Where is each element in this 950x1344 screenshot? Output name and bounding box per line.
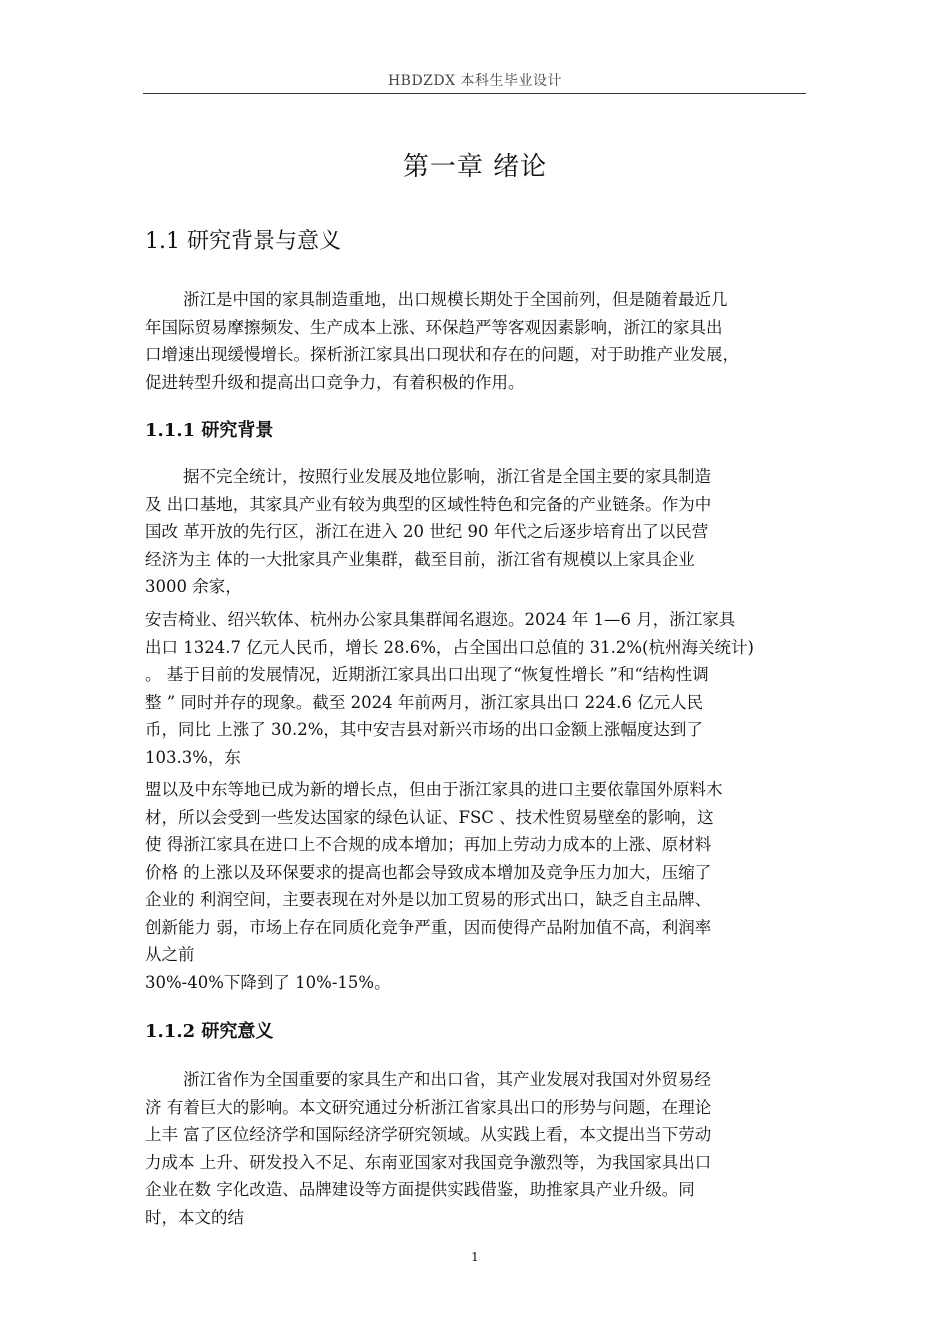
background-paragraph-1 <box>145 463 810 601</box>
section-heading: 1.1 研究背景与意义 <box>145 229 341 254</box>
text-line: 时，本文的结 <box>145 1207 244 1227</box>
text-line: 安吉椅业、绍兴软体、杭州办公家具集群闻名遐迩。2024 年 1—6 月，浙江家具 <box>145 610 736 629</box>
text-line: 上丰 富了区位经济学和国际经济学研究领域。从实践上看，本文提出当下劳动 <box>145 1125 712 1144</box>
subsection-heading-significance: 1.1.2 研究意义 <box>145 1021 274 1042</box>
text-line: 币，同比 上涨了 30.2%，其中安吉县对新兴市场的出口金额上涨幅度达到了 <box>145 720 703 739</box>
text-line: 整 ” 同时并存的现象。截至 2024 年前两月，浙江家具出口 224.6 亿元人民 <box>145 692 704 712</box>
text-line: 口增速出现缓慢增长。探析浙江家具出口现状和存在的问题，对于助推产业发展， <box>145 345 739 364</box>
text-line: 促进转型升级和提高出口竞争力，有着积极的作用。 <box>145 372 525 392</box>
text-line: 材，所以会受到一些发达国家的绿色认证、FSC 、技术性贸易壁垒的影响，这 <box>145 807 714 827</box>
running-header: HBDZDX 本科生毕业设计 <box>387 73 563 89</box>
text-line: 年国际贸易摩擦频发、生产成本上涨、环保趋严等客观因素影响，浙江的家具出 <box>145 317 723 337</box>
text-line: 30%-40%下降到了 10%-15%。 <box>145 972 391 992</box>
text-line: 103.3%，东 <box>145 747 241 767</box>
text-line: 力成本 上升、研发投入不足、东南亚国家对我国竞争激烈等，为我国家具出口 <box>145 1152 712 1172</box>
text-line: 据不完全统计，按照行业发展及地位影响，浙江省是全国主要的家具制造 <box>183 467 711 486</box>
text-line: 使 得浙江家具在进口上不合规的成本增加；再加上劳动力成本的上涨、原材料 <box>145 835 712 854</box>
text-line: 浙江省作为全国重要的家具生产和出口省，其产业发展对我国对外贸易经 <box>183 1070 711 1089</box>
text-line: 。 基于目前的发展情况，近期浙江家具出口出现了“恢复性增长 ”和“结构性调 <box>145 665 709 684</box>
text-line: 出口 1324.7 亿元人民币，增长 28.6%，占全国出口总值的 31.2%(杭州海关统计) <box>145 637 754 657</box>
chapter-title: 第一章 绪论 <box>402 152 548 182</box>
text-line: 经济为主 体的一大批家具产业集群，截至目前，浙江省有规模以上家具企业 <box>145 549 695 569</box>
background-paragraph-3 <box>145 776 810 996</box>
significance-paragraph <box>145 1066 810 1231</box>
subsection-heading-background: 1.1.1 研究背景 <box>145 420 274 441</box>
text-line: 济 有着巨大的影响。本文研究通过分析浙江省家具出口的形势与问题，在理论 <box>145 1097 712 1117</box>
header-divider <box>143 93 806 94</box>
text-line: 国改 革开放的先行区，浙江在进入 20 世纪 90 年代之后逐步培育出了以民营 <box>145 522 709 541</box>
page-number: 1 <box>471 1250 479 1264</box>
intro-paragraph <box>145 286 810 396</box>
text-line: 企业在数 字化改造、品牌建设等方面提供实践借鉴，助推家具产业升级。同 <box>145 1180 695 1199</box>
text-line: 企业的 利润空间，主要表现在对外是以加工贸易的形式出口，缺乏自主品牌、 <box>145 890 712 909</box>
text-line: 价格 的上涨以及环保要求的提高也都会导致成本增加及竞争压力加大，压缩了 <box>145 862 712 882</box>
text-line: 3000 余家， <box>145 577 242 596</box>
text-line: 浙江是中国的家具制造重地，出口规模长期处于全国前列，但是随着最近几 <box>183 290 728 309</box>
text-line: 创新能力 弱，市场上存在同质化竞争严重，因而使得产品附加值不高，利润率 <box>145 917 712 937</box>
text-line: 及 出口基地，其家具产业有较为典型的区域性特色和完备的产业链条。作为中 <box>145 494 712 514</box>
text-line: 从之前 <box>145 945 195 964</box>
background-paragraph-2 <box>145 606 810 771</box>
text-line: 盟以及中东等地已成为新的增长点，但由于浙江家具的进口主要依靠国外原料木 <box>145 780 723 799</box>
